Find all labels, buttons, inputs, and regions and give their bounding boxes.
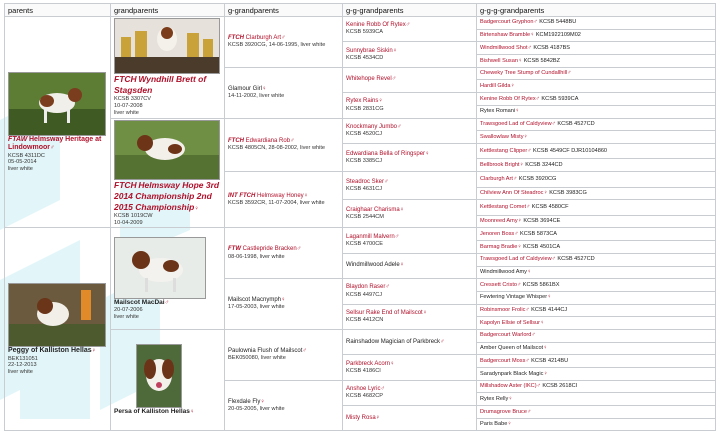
sire-photo [8, 72, 106, 136]
gg-grandparent-15-info: KCSB 4682CP [346, 393, 384, 400]
ggg-grandparent-12-sex-icon: ♀ [519, 161, 524, 168]
ggg-grandparent-26-cell [477, 342, 716, 355]
g-grandparent-8-name-link[interactable]: Flexdale Fly [228, 398, 261, 405]
dam-name-link[interactable]: Peggy of Kalliston Hellas [8, 347, 92, 355]
grandparent-2-name-link[interactable]: Helmsway Hope 3rd 2014 Championship 2nd 2015 Championship [114, 179, 220, 212]
ggg-grandparent-16-link[interactable]: Moonreed Amy [480, 218, 518, 225]
gg-grandparent-12-info: KCSB 4412CN [346, 317, 384, 324]
gg-grandparent-6-cell [343, 143, 477, 171]
grandparent-1-photo [114, 18, 220, 74]
grandparent-1-prefix: FTCH [114, 74, 137, 84]
ggg-grandparent-7-link[interactable]: Kenine Robb Of Rytex [480, 95, 536, 102]
ggg-grandparent-12-link[interactable]: Bellbrook Bright [480, 161, 520, 168]
gg-grandparent-7-sex-icon: ♂ [384, 178, 389, 185]
ggg-grandparent-19-sex-icon: ♂ [551, 256, 556, 263]
ggg-grandparent-5-sex-icon: ♂ [567, 70, 572, 77]
dam-reg: BEK131051 [8, 355, 38, 362]
ggg-grandparent-3-link[interactable]: Windmillwood Shot [480, 44, 528, 51]
g-grandparent-4-cell [225, 172, 343, 228]
gg-grandparent-14-sex-icon: ♀ [390, 360, 395, 367]
gg-grandparent-9-sex-icon: ♂ [394, 233, 400, 240]
ggg-grandparent-12-reg: KCSB 3244CD [525, 161, 563, 168]
grandparent-1-color: liver white [114, 109, 139, 116]
g-grandparent-8-sex-icon: ♀ [260, 398, 265, 405]
ggg-grandparent-19-link[interactable]: Trawsgoed Lad of Caldyview [480, 256, 552, 263]
ggg-grandparent-21-link[interactable]: Cressett Cristo [480, 281, 517, 288]
ggg-grandparent-31-link[interactable]: Drumagrove Bruce [480, 408, 527, 415]
ggg-grandparent-4-reg: KCSB 5842BZ [523, 57, 561, 64]
gg-grandparent-9-info: KCSB 4700CE [346, 240, 384, 247]
g-grandparent-7-info: BEK050080, liver white [228, 355, 286, 362]
g-grandparent-5-sex-icon: ♂ [296, 246, 302, 253]
ggg-grandparent-14-reg: KCSB 3983CG [549, 190, 587, 197]
grandparent-2-sex-icon: ♀ [194, 205, 199, 212]
ggg-grandparent-25-cell [477, 329, 716, 342]
sire-color: liver white [8, 165, 33, 172]
grandparent-1-name-link[interactable]: Wyndhill Brett of Stagsden [114, 74, 207, 96]
ggg-grandparent-1-cell [477, 17, 716, 30]
ggg-grandparent-16-reg: KCSB 3694CE [523, 218, 561, 225]
ggg-grandparent-27-reg: KCSB 4214BU [531, 357, 569, 364]
ggg-grandparent-18-sex-icon: ♀ [517, 243, 522, 250]
dam-dob: 22-12-2013 [8, 362, 37, 369]
ggg-grandparent-30-link[interactable]: Rytex Relly [480, 395, 509, 402]
ggg-grandparent-15-link[interactable]: Kettlestang Comet [480, 204, 527, 211]
grandparent-1-cell [111, 17, 225, 119]
gg-grandparent-12-cell [343, 304, 477, 329]
g-grandparent-5-info: 08-06-1998, liver white [228, 253, 285, 260]
grandparent-2-photo [114, 120, 220, 180]
ggg-grandparent-31-sex-icon: ♂ [526, 408, 532, 415]
ggg-grandparent-13-sex-icon: ♂ [512, 175, 518, 182]
gg-grandparent-14-cell [343, 355, 477, 380]
gg-grandparent-15-name-link[interactable]: Anshoe Lyric [346, 385, 381, 392]
header-gg-grandparents: g-g-grandparents [343, 4, 477, 17]
g-grandparent-4-sex-icon: ♀ [303, 192, 309, 199]
g-grandparent-1-prefix: FTCH [228, 34, 244, 41]
g-grandparent-1-cell [225, 17, 343, 68]
gg-grandparent-7-cell [343, 172, 477, 200]
ggg-grandparent-29-cell [477, 380, 716, 393]
ggg-grandparent-8-sex-icon: ♀ [515, 108, 520, 115]
gg-grandparent-12-name-link[interactable]: Sellsur Rake End of Mailscot [346, 309, 423, 316]
gg-grandparent-6-name-link[interactable]: Edwardiana Bella of Ringsper [346, 150, 426, 157]
g-grandparent-3-info: KCSB 4805CN, 28-08-2002, liver white [228, 145, 326, 152]
g-grandparent-3-cell [225, 118, 343, 172]
grandparent-2-prefix: FTCH [114, 179, 137, 190]
gg-grandparent-12-sex-icon: ♀ [422, 309, 428, 316]
gg-grandparent-7-name-link[interactable]: Steadroc Sker [346, 178, 385, 185]
gg-grandparent-11-cell [343, 279, 477, 304]
ggg-grandparent-21-sex-icon: ♂ [517, 281, 522, 288]
ggg-grandparent-6-link[interactable]: Hardill Gilda [480, 82, 511, 89]
ggg-grandparent-23-sex-icon: ♂ [525, 307, 530, 314]
gg-grandparent-2-info: KCSB 4534CD [346, 54, 384, 61]
ggg-grandparent-11-reg: KCSB 4549CF DJR10104860 [533, 147, 608, 154]
g-grandparent-4-name-link[interactable]: Helmsway Honey [257, 192, 304, 199]
gg-grandparent-14-name-link[interactable]: Parkbreck Acorn [346, 360, 391, 367]
gg-grandparent-5-cell [343, 118, 477, 143]
sire-sex-icon: ♂ [50, 145, 55, 152]
ggg-grandparent-25-sex-icon: ♂ [531, 332, 536, 339]
g-grandparent-6-name-link[interactable]: Mailscot Macnymph [228, 297, 282, 304]
g-grandparent-8-info: 20-05-2005, liver white [228, 405, 285, 412]
g-grandparent-7-cell [225, 329, 343, 380]
ggg-grandparent-10-cell [477, 131, 716, 144]
g-grandparent-6-info: 17-05-2003, liver white [228, 304, 285, 311]
gg-grandparent-10-sex-icon: ♀ [399, 262, 405, 269]
ggg-grandparent-3-cell [477, 42, 716, 55]
ggg-grandparent-32-cell [477, 418, 716, 431]
ggg-grandparent-1-link[interactable]: Badgercourt Gryphon [480, 19, 534, 26]
gg-grandparent-1-info: KCSB 5939CA [346, 29, 384, 36]
g-grandparent-1-name-link[interactable]: Clarburgh Art [245, 34, 282, 41]
grandparent-4-photo [136, 344, 182, 408]
ggg-grandparent-10-link[interactable]: Swallowlaw Misty [480, 133, 524, 140]
ggg-grandparent-18-link[interactable]: Barmag Bradie [480, 243, 518, 250]
ggg-grandparent-31-cell [477, 406, 716, 419]
ggg-grandparent-23-reg: KCSB 4144CJ [531, 307, 568, 314]
ggg-grandparent-20-link[interactable]: Windmillwood Amy [480, 269, 527, 276]
ggg-grandparent-11-sex-icon: ♂ [527, 147, 532, 154]
ggg-grandparent-25-link[interactable]: Badgercourt Warlord [480, 332, 532, 339]
pedigree-table [4, 3, 716, 431]
ggg-grandparent-4-link[interactable]: Bishwell Susan [480, 57, 518, 64]
ggg-grandparent-28-cell [477, 368, 716, 381]
ggg-grandparent-24-sex-icon: ♀ [540, 319, 545, 326]
gg-grandparent-10-cell [343, 253, 477, 278]
ggg-grandparent-26-sex-icon: ♀ [543, 345, 548, 352]
ggg-grandparent-4-cell [477, 55, 716, 68]
grandparent-3-photo [114, 237, 206, 299]
ggg-grandparent-13-cell [477, 172, 716, 188]
ggg-grandparent-4-sex-icon: ♀ [517, 57, 523, 64]
sire-prefix: FTAW [8, 135, 28, 143]
ggg-grandparent-14-cell [477, 187, 716, 200]
ggg-grandparent-1-sex-icon: ♂ [533, 19, 538, 26]
ggg-grandparent-8-cell [477, 105, 716, 118]
ggg-grandparent-14-link[interactable]: Chilview Ann Of Steadroc [480, 190, 544, 197]
ggg-grandparent-19-reg: KCSB 4527CD [557, 256, 595, 263]
gg-grandparent-4-sex-icon: ♀ [378, 98, 383, 105]
ggg-grandparent-22-link[interactable]: Fewtering Vintage Whisper [480, 294, 548, 301]
gg-grandparent-10-name-link[interactable]: Windmillwood Adele [346, 262, 400, 269]
g-grandparent-3-sex-icon: ♂ [290, 137, 295, 144]
ggg-grandparent-16-sex-icon: ♀ [517, 218, 522, 225]
grandparent-3-sex-icon: ♂ [164, 299, 170, 306]
grandparent-1-reg: KCSB 3307CV [114, 96, 152, 103]
sire-name-link[interactable]: Helmsway Heritage at Lindowmoor [8, 135, 102, 152]
ggg-grandparent-30-sex-icon: ♀ [508, 395, 513, 402]
ggg-grandparent-2-cell [477, 29, 716, 42]
g-grandparent-3-prefix: FTCH [228, 137, 244, 144]
ggg-grandparent-9-sex-icon: ♂ [551, 120, 556, 127]
gg-grandparent-15-sex-icon: ♂ [380, 385, 385, 392]
gg-grandparent-8-sex-icon: ♀ [399, 206, 405, 213]
g-grandparent-2-info: 14-11-2002, liver white [228, 92, 285, 99]
g-grandparent-8-cell [225, 380, 343, 431]
grandparent-4-sex-icon: ♀ [189, 409, 195, 416]
gg-grandparent-6-sex-icon: ♀ [425, 150, 430, 157]
ggg-grandparent-8-link[interactable]: Rytex Romani [480, 108, 516, 115]
parent-dam-cell [5, 228, 111, 431]
ggg-grandparent-24-link[interactable]: Kapolyn Ellsie of Sellsur [480, 319, 541, 326]
ggg-grandparent-16-cell [477, 215, 716, 228]
ggg-grandparent-5-link[interactable]: Cheweky Tree Stump of Cundallhill [480, 70, 568, 77]
gg-grandparent-4-info: KCSB 2831CG [346, 105, 384, 112]
ggg-grandparent-9-cell [477, 118, 716, 131]
g-grandparent-5-name-link[interactable]: Castlepride Bracken [242, 246, 297, 253]
ggg-grandparent-24-cell [477, 317, 716, 330]
ggg-grandparent-6-sex-icon: ♀ [510, 82, 515, 89]
grandparent-4-name-link[interactable]: Persa of Kalliston Hellas [114, 408, 190, 416]
g-grandparent-7-sex-icon: ♂ [302, 347, 307, 354]
ggg-grandparent-30-cell [477, 393, 716, 406]
g-grandparent-1-sex-icon: ♂ [281, 34, 286, 41]
ggg-grandparent-3-sex-icon: ♂ [527, 44, 532, 51]
ggg-grandparent-2-reg: KCM1922109M02 [535, 32, 581, 39]
ggg-grandparent-5-cell [477, 67, 716, 80]
ggg-grandparent-7-reg: KCSB 5939CA [541, 95, 579, 102]
grandparent-3-color: liver white [114, 313, 139, 320]
gg-grandparent-5-sex-icon: ♂ [397, 123, 402, 130]
gg-grandparent-3-cell [343, 67, 477, 92]
ggg-grandparent-29-reg: KCSB 2618CI [542, 383, 578, 390]
ggg-grandparent-29-link[interactable]: Millshadow Aster (IKC) [480, 383, 537, 390]
gg-grandparent-2-cell [343, 42, 477, 67]
gg-grandparent-8-cell [343, 200, 477, 228]
ggg-grandparent-32-sex-icon: ♀ [507, 421, 512, 428]
gg-grandparent-6-info: KCSB 3385CJ [346, 157, 383, 164]
ggg-grandparent-17-link[interactable]: Jenoren Boss [480, 230, 515, 237]
ggg-grandparent-3-reg: KCSB 4187BS [533, 44, 571, 51]
ggg-grandparent-14-sex-icon: ♀ [543, 190, 548, 197]
ggg-grandparent-6-cell [477, 80, 716, 93]
g-grandparent-6-sex-icon: ♀ [281, 297, 286, 304]
parent-sire-cell [5, 17, 111, 228]
gg-grandparent-2-name-link[interactable]: Sunnybrae Siskin [346, 47, 393, 54]
gg-grandparent-8-info: KCSB 2544CM [346, 214, 384, 221]
gg-grandparent-4-cell [343, 93, 477, 118]
header-ggg-grandparents: g-g-g-grandparents [477, 4, 716, 17]
gg-grandparent-5-name-link[interactable]: Knockmany Jumbo [346, 123, 398, 130]
ggg-grandparent-10-sex-icon: ♀ [523, 133, 528, 140]
gg-grandparent-8-name-link[interactable]: Craighaar Charisma [346, 206, 400, 213]
ggg-grandparent-15-sex-icon: ♂ [526, 204, 531, 211]
ggg-grandparent-32-link[interactable]: Paris Babe [480, 421, 508, 428]
gg-grandparent-16-name-link[interactable]: Misty Rosa [346, 414, 376, 421]
dam-color: liver white [8, 369, 33, 376]
ggg-grandparent-9-link[interactable]: Trawsgoed Lad of Caldyview [480, 120, 552, 127]
grandparent-3-name-link[interactable]: Mailscot MacDai [114, 298, 165, 306]
sire-reg: KCSB 4311DC [8, 152, 45, 159]
gg-grandparent-7-info: KCSB 4631CJ [346, 185, 383, 192]
ggg-grandparent-20-cell [477, 266, 716, 279]
g-grandparent-2-cell [225, 67, 343, 118]
ggg-grandparent-2-link[interactable]: Birtenshaw Bramble [480, 32, 531, 39]
ggg-grandparent-15-cell [477, 200, 716, 216]
ggg-grandparent-26-link[interactable]: Amber Queen of Mailscot [480, 345, 544, 352]
ggg-grandparent-18-reg: KCSB 4501CA [523, 243, 561, 250]
grandparent-2-reg: KCSB 1019CW [114, 213, 153, 220]
g-grandparent-4-info: KCSB 3592CR, 11-07-2004, liver white [228, 200, 325, 206]
gg-grandparent-16-cell [343, 406, 477, 431]
sire-dob: 05-05-2014 [8, 159, 37, 166]
gg-grandparent-9-name-link[interactable]: Laganmill Malvern [346, 233, 395, 240]
gg-grandparent-5-info: KCSB 4520CJ [346, 130, 383, 137]
ggg-grandparent-12-cell [477, 159, 716, 172]
ggg-grandparent-27-cell [477, 355, 716, 368]
ggg-grandparent-11-cell [477, 143, 716, 159]
gg-grandparent-4-name-link[interactable]: Rytex Rains [346, 98, 379, 105]
ggg-grandparent-23-cell [477, 304, 716, 317]
header-grandparents: grandparents [111, 4, 225, 17]
gg-grandparent-2-sex-icon: ♀ [392, 47, 398, 54]
header-g-grandparents: g-grandparents [225, 4, 343, 17]
g-grandparent-5-cell [225, 228, 343, 279]
gg-grandparent-1-sex-icon: ♂ [405, 22, 411, 29]
gg-grandparent-3-name-link[interactable]: Whitehope Revel [346, 76, 392, 83]
gg-grandparent-16-sex-icon: ♀ [375, 414, 381, 421]
ggg-grandparent-28-link[interactable]: Saradynpark Black Magic [480, 370, 544, 377]
grandparent-2-cell [111, 118, 225, 228]
dam-photo [8, 283, 106, 347]
gg-grandparent-13-cell [343, 329, 477, 354]
gg-grandparent-13-name-link[interactable]: Rainshadow Magician of Parkbreck [346, 338, 441, 345]
ggg-grandparent-11-link[interactable]: Kettlestang Clipper [480, 147, 528, 154]
g-grandparent-4-prefix: INT FTCH [228, 192, 256, 199]
ggg-grandparent-19-cell [477, 253, 716, 266]
gg-grandparent-13-sex-icon: ♂ [440, 338, 445, 345]
g-grandparent-2-sex-icon: ♀ [262, 85, 267, 92]
g-grandparent-7-name-link[interactable]: Paulownia Flush of Mailscot [228, 347, 303, 354]
grandparent-2-dob: 10-04-2009 [114, 219, 143, 226]
header-parents: parents [5, 4, 111, 17]
ggg-grandparent-18-cell [477, 241, 716, 254]
ggg-grandparent-17-cell [477, 228, 716, 241]
ggg-grandparent-22-cell [477, 291, 716, 304]
ggg-grandparent-21-cell [477, 279, 716, 292]
ggg-grandparent-17-reg: KCSB 5873CA [519, 230, 557, 237]
ggg-grandparent-28-sex-icon: ♀ [543, 370, 548, 377]
g-grandparent-5-prefix: FTW [228, 246, 241, 253]
ggg-grandparent-13-link[interactable]: Clarburgh Art [480, 175, 513, 182]
gg-grandparent-9-cell [343, 228, 477, 253]
ggg-grandparent-7-cell [477, 93, 716, 106]
gg-grandparent-11-name-link[interactable]: Blaydon Raser [346, 284, 386, 291]
gg-grandparent-14-info: KCSB 4186CI [346, 367, 381, 374]
gg-grandparent-15-cell [343, 380, 477, 405]
grandparent-4-cell [111, 329, 225, 431]
ggg-grandparent-13-reg: KCSB 3920CG [518, 175, 557, 182]
ggg-grandparent-1-reg: KCSB 5448BU [539, 19, 577, 26]
ggg-grandparent-20-sex-icon: ♀ [526, 269, 532, 276]
gg-grandparent-11-sex-icon: ♂ [385, 284, 390, 291]
g-grandparent-3-name-link[interactable]: Edwardiana Rob [245, 137, 291, 144]
ggg-grandparent-2-sex-icon: ♀ [530, 32, 535, 39]
ggg-grandparent-7-sex-icon: ♂ [535, 95, 540, 102]
grandparent-3-dob: 20-07-2006 [114, 307, 143, 314]
ggg-grandparent-21-reg: KCSB 5861BX [522, 281, 560, 288]
ggg-grandparent-22-sex-icon: ♀ [547, 294, 552, 301]
ggg-grandparent-23-link[interactable]: Robinsmoor Frolic [480, 307, 526, 314]
ggg-grandparent-17-sex-icon: ♂ [514, 230, 519, 237]
ggg-grandparent-27-sex-icon: ♂ [525, 357, 530, 364]
g-grandparent-6-cell [225, 279, 343, 330]
ggg-grandparent-27-link[interactable]: Badgercourt Moss [480, 357, 526, 364]
gg-grandparent-11-info: KCSB 4497CJ [346, 291, 383, 298]
gg-grandparent-1-cell [343, 17, 477, 42]
pedigree-header-row [5, 4, 716, 17]
ggg-grandparent-29-sex-icon: ♂ [536, 383, 541, 390]
ggg-grandparent-15-reg: KCSB 4580CF [531, 204, 569, 211]
g-grandparent-1-info: KCSB 3920CG, 14-06-1995, liver white [228, 42, 326, 49]
dam-sex-icon: ♀ [91, 348, 97, 355]
gg-grandparent-1-name-link[interactable]: Kenine Robb Of Rytex [346, 22, 406, 29]
g-grandparent-2-name-link[interactable]: Glamour Girl [228, 85, 263, 92]
gg-grandparent-3-sex-icon: ♂ [391, 76, 397, 83]
ggg-grandparent-9-reg: KCSB 4527CD [557, 120, 595, 127]
grandparent-1-dob: 10-07-2008 [114, 103, 143, 110]
grandparent-3-cell [111, 228, 225, 330]
